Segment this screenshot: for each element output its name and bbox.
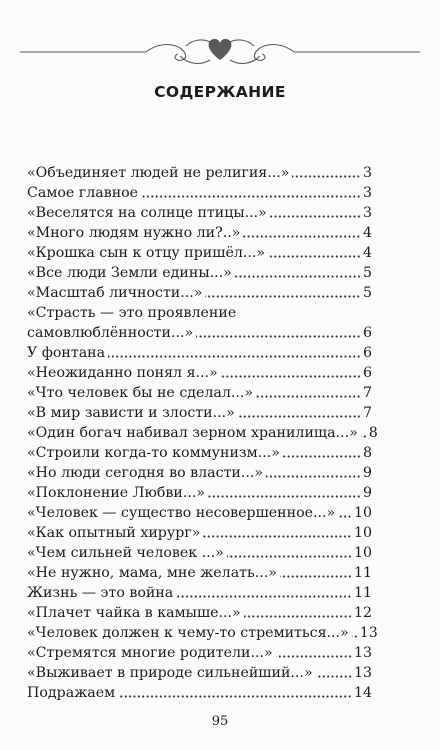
dot-leader xyxy=(243,235,361,238)
toc-entry xyxy=(27,603,372,623)
toc-entry xyxy=(27,463,372,483)
toc-entry-title: Подражаем xyxy=(27,685,116,701)
toc-entry xyxy=(27,163,372,183)
toc-entry-title: «Поклонение Любви...» xyxy=(27,485,206,501)
toc-entry-page: 9 xyxy=(362,465,372,481)
toc-entry-page: 13 xyxy=(353,645,372,661)
toc-entry xyxy=(27,203,372,223)
toc-entry xyxy=(27,563,372,583)
toc-entry-title: «Выживает в природе сильнейший...» xyxy=(27,665,313,681)
dot-leader xyxy=(338,515,352,518)
toc-entry-page: 4 xyxy=(362,225,372,241)
dot-leader xyxy=(176,595,352,598)
toc-entry-title: У фонтана xyxy=(27,345,106,361)
toc-entry-title: «Что человек бы не сделал...» xyxy=(27,385,254,401)
toc-entry xyxy=(27,503,372,523)
dot-leader xyxy=(361,435,367,438)
dot-leader xyxy=(292,175,361,178)
dot-leader xyxy=(280,575,352,578)
toc-entry-title: Жизнь — это война xyxy=(27,585,174,601)
toc-entry-title: «Но люди сегодня во власти...» xyxy=(27,465,264,481)
toc-entry-title: «Не нужно, мама, мне желать...» xyxy=(27,565,277,581)
toc-entry xyxy=(27,483,372,503)
toc-entry-page: 11 xyxy=(353,585,372,601)
toc-entry xyxy=(27,583,372,603)
toc-entry xyxy=(27,243,372,263)
toc-entry-page: 4 xyxy=(362,245,372,261)
toc-entry xyxy=(27,303,372,343)
dot-leader xyxy=(118,695,352,698)
toc-entry-page: 10 xyxy=(353,505,372,521)
toc-entry-page: 7 xyxy=(362,385,372,401)
dot-leader xyxy=(196,335,361,338)
dot-leader xyxy=(283,455,361,458)
toc-entry-page: 12 xyxy=(353,605,372,621)
toc-entry-page: 14 xyxy=(353,685,372,701)
dot-leader xyxy=(238,415,361,418)
toc-entry xyxy=(27,223,372,243)
toc-entry xyxy=(27,343,372,363)
dot-leader xyxy=(256,395,361,398)
toc-entry-title: Самое главное xyxy=(27,185,139,201)
dot-leader xyxy=(235,275,361,278)
ornament-divider xyxy=(20,30,420,74)
toc-entry-title: «Плачет чайка в камыше...» xyxy=(27,605,241,621)
heart-icon xyxy=(209,39,232,60)
dot-leader xyxy=(316,675,352,678)
toc-entry xyxy=(27,683,372,703)
toc-entry-page: 10 xyxy=(353,525,372,541)
toc-entry-title: «Человек должен к чему-то стремиться...» xyxy=(27,625,349,641)
toc-entry-page: 8 xyxy=(362,445,372,461)
dot-leader xyxy=(266,475,361,478)
toc-entry xyxy=(27,283,372,303)
dot-leader xyxy=(244,615,352,618)
toc-entry xyxy=(27,423,378,443)
toc-entry xyxy=(27,543,372,563)
toc-entry-title: «Крошка сын к отцу пришёл...» xyxy=(27,245,266,261)
toc-entry-page: 13 xyxy=(359,625,378,641)
toc-entry-title: «Один богач набивал зерном хранилища...» xyxy=(27,425,358,441)
toc-entry-title: «Веселятся на солнце птицы...» xyxy=(27,205,267,221)
toc-entry xyxy=(27,183,372,203)
dot-leader xyxy=(205,295,361,298)
toc-entry-page: 6 xyxy=(362,345,372,361)
toc-entry-title-continued: самовлюблённости...» xyxy=(27,325,194,341)
toc-entry-page: 3 xyxy=(362,205,372,221)
contents-heading: СОДЕРЖАНИЕ xyxy=(154,83,286,101)
toc-entry-title: «Строили когда-то коммунизм...» xyxy=(27,445,280,461)
toc-entry-title: «Человек — существо несовершенное...» xyxy=(27,505,336,521)
dot-leader xyxy=(352,635,358,638)
toc-entry xyxy=(27,383,372,403)
dot-leader xyxy=(268,255,361,258)
toc-entry-title: «Много людям нужно ли?..» xyxy=(27,225,241,241)
toc-entry-page: 10 xyxy=(353,545,372,561)
toc-entry-title: «Масштаб личности...» xyxy=(27,285,203,301)
toc-entry-page: 11 xyxy=(353,565,372,581)
toc-entry xyxy=(27,623,378,643)
toc-entry-page: 8 xyxy=(368,425,378,441)
toc-entry-title: «Страсть — это проявление xyxy=(27,305,237,321)
dot-leader xyxy=(227,555,352,558)
toc-entry-title: «Как опытный хирург» xyxy=(27,525,201,541)
toc-entry xyxy=(27,263,372,283)
toc-entry xyxy=(27,643,372,663)
toc-entry xyxy=(27,523,372,543)
dot-leader xyxy=(276,655,352,658)
dot-leader xyxy=(203,535,352,538)
page-number: 95 xyxy=(211,714,229,729)
toc-entry-title: «Неожиданно понял я...» xyxy=(27,365,218,381)
toc-entry-page: 5 xyxy=(362,285,372,301)
toc-entry-title: «В мир зависти и злости...» xyxy=(27,405,235,421)
toc-entry-page: 7 xyxy=(362,405,372,421)
toc-entry xyxy=(27,363,372,383)
toc-entry-page: 13 xyxy=(353,665,372,681)
toc-entry-title: «Стремятся многие родители...» xyxy=(27,645,273,661)
dot-leader xyxy=(270,215,361,218)
toc-entry-page: 3 xyxy=(362,165,372,181)
toc-entry-page: 6 xyxy=(362,325,372,341)
table-of-contents xyxy=(27,163,378,703)
toc-entry-page: 6 xyxy=(362,365,372,381)
toc-entry-title: «Чем сильней человек ...» xyxy=(27,545,224,561)
toc-entry-title: «Объединяет людей не религия...» xyxy=(27,165,290,181)
toc-entry-title: «Все люди Земли едины...» xyxy=(27,265,232,281)
dot-leader xyxy=(208,495,361,498)
toc-entry xyxy=(27,443,372,463)
dot-leader xyxy=(141,195,361,198)
dot-leader xyxy=(221,375,361,378)
toc-entry-page: 5 xyxy=(362,265,372,281)
toc-entry-page: 3 xyxy=(362,185,372,201)
toc-entry-page: 9 xyxy=(362,485,372,501)
toc-entry xyxy=(27,403,372,423)
dot-leader xyxy=(108,355,361,358)
toc-entry xyxy=(27,663,372,683)
